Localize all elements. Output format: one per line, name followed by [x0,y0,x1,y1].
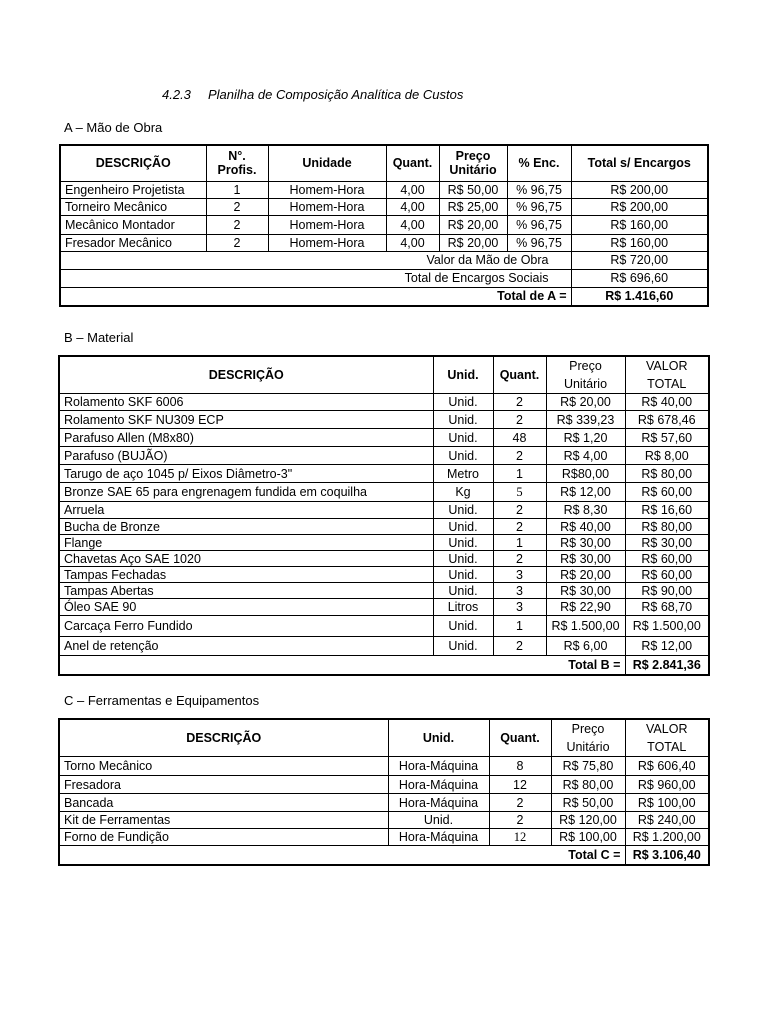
cell-unit-price: R$ 30,00 [546,535,625,551]
table-header-row [59,719,709,757]
col-header-unid: Unid. [388,719,489,757]
cell-unit-price: R$ 80,00 [551,776,625,794]
heading-title: Planilha de Composição Analítica de Custos [208,87,464,102]
cell-total: R$ 68,70 [625,599,709,616]
cell-unit: Unid. [433,447,493,465]
col-header-total: Total s/ Encargos [571,145,708,181]
cell-unit-price: R$ 4,00 [546,447,625,465]
cell-unit: Homem-Hora [268,215,386,234]
cell-profis: 2 [206,198,268,215]
cell-enc: % 96,75 [507,234,571,251]
equipment-table [58,718,710,866]
table-row [59,757,709,776]
table-row [59,829,709,846]
cell-quantity: 48 [493,429,546,447]
cell-total: R$ 30,00 [625,535,709,551]
section-b-title: B – Material [64,330,134,345]
cell-quantity: 2 [489,812,551,829]
cell-unit: Metro [433,465,493,483]
cell-quantity: 1 [493,616,546,637]
cell-quantity: 2 [493,394,546,411]
cell-enc: % 96,75 [507,181,571,198]
cell-quantity: 2 [493,502,546,519]
table-row [59,637,709,656]
table-row [60,181,708,198]
social-charges-label: Total de Encargos Sociais [60,269,571,287]
cell-unit-price: R$ 50,00 [439,181,507,198]
cell-description: Chavetas Aço SAE 1020 [59,551,433,567]
cell-quantity: 4,00 [386,234,439,251]
section-c-title: C – Ferramentas e Equipamentos [64,693,260,708]
col-header-quant: Quant. [386,145,439,181]
cell-description: Torno Mecânico [59,757,388,776]
summary-row [60,251,708,269]
cell-enc: % 96,75 [507,198,571,215]
cell-unit: Unid. [433,637,493,656]
cell-unit: Hora-Máquina [388,776,489,794]
cell-description: Óleo SAE 90 [59,599,433,616]
cell-quantity: 2 [493,519,546,535]
cell-quantity: 2 [493,411,546,429]
cell-unit-price: R$80,00 [546,465,625,483]
cell-total: R$ 57,60 [625,429,709,447]
col-header-quant: Quant. [489,719,551,757]
cell-unit: Unid. [433,429,493,447]
cell-description: Parafuso (BUJÃO) [59,447,433,465]
cell-unit: Kg [433,483,493,502]
cell-unit-price: R$ 100,00 [551,829,625,846]
col-header-profis: N°. Profis. [206,145,268,181]
cell-profis: 2 [206,215,268,234]
cell-unit: Hora-Máquina [388,794,489,812]
cell-description: Forno de Fundição [59,829,388,846]
cell-quantity: 12 [489,829,551,846]
cell-description: Tarugo de aço 1045 p/ Eixos Diâmetro-3" [59,465,433,483]
cell-description: Fresador Mecânico [60,234,206,251]
total-b-label: Total B = [59,656,625,675]
total-a-label: Total de A = [60,287,571,306]
cell-quantity: 2 [493,551,546,567]
cell-description: Torneiro Mecânico [60,198,206,215]
col-header-preco: Preço Unitário [551,719,625,757]
col-header-descricao: DESCRIÇÃO [59,719,388,757]
table-row [59,394,709,411]
col-header-enc: % Enc. [507,145,571,181]
cell-description: Flange [59,535,433,551]
col-header-quant: Quant. [493,356,546,394]
col-header-preco: Preço Unitário [546,356,625,394]
cell-unit-price: R$ 30,00 [546,583,625,599]
cell-total: R$ 80,00 [625,519,709,535]
cell-unit: Unid. [433,616,493,637]
document-heading [162,87,463,102]
labor-table [59,144,709,307]
cell-total: R$ 60,00 [625,551,709,567]
cell-total: R$ 1.200,00 [625,829,709,846]
cell-quantity: 3 [493,599,546,616]
cell-total: R$ 60,00 [625,567,709,583]
cell-unit-price: R$ 30,00 [546,551,625,567]
cell-unit-price: R$ 12,00 [546,483,625,502]
table-row [60,198,708,215]
cell-enc: % 96,75 [507,215,571,234]
cell-description: Bancada [59,794,388,812]
cell-total: R$ 160,00 [571,215,708,234]
cell-total: R$ 606,40 [625,757,709,776]
cell-unit-price: R$ 40,00 [546,519,625,535]
cell-description: Tampas Abertas [59,583,433,599]
cell-unit-price: R$ 50,00 [551,794,625,812]
cell-unit-price: R$ 1,20 [546,429,625,447]
cell-unit-price: R$ 8,30 [546,502,625,519]
cell-unit: Hora-Máquina [388,757,489,776]
cell-description: Fresadora [59,776,388,794]
total-a-value: R$ 1.416,60 [571,287,708,306]
col-header-valor-total: VALOR TOTAL [625,719,709,757]
cell-unit-price: R$ 25,00 [439,198,507,215]
cell-description: Bronze SAE 65 para engrenagem fundida em coquilha [59,483,433,502]
cell-unit: Homem-Hora [268,234,386,251]
cell-total: R$ 100,00 [625,794,709,812]
col-header-descricao: DESCRIÇÃO [59,356,433,394]
cell-unit-price: R$ 75,80 [551,757,625,776]
cell-unit: Unid. [433,411,493,429]
cell-quantity: 2 [489,794,551,812]
cell-description: Mecânico Montador [60,215,206,234]
material-table [58,355,710,676]
cell-description: Rolamento SKF 6006 [59,394,433,411]
cell-unit-price: R$ 120,00 [551,812,625,829]
cell-total: R$ 240,00 [625,812,709,829]
table-row [59,794,709,812]
table-row [59,411,709,429]
cell-description: Kit de Ferramentas [59,812,388,829]
cell-unit: Unid. [433,535,493,551]
cell-total: R$ 8,00 [625,447,709,465]
table-header-row [60,145,708,181]
cell-unit-price: R$ 20,00 [439,234,507,251]
total-row [59,846,709,865]
total-row [60,287,708,306]
cell-unit-price: R$ 6,00 [546,637,625,656]
cell-quantity: 12 [489,776,551,794]
cell-quantity: 4,00 [386,181,439,198]
cell-total: R$ 60,00 [625,483,709,502]
table-row [59,502,709,519]
cell-total: R$ 80,00 [625,465,709,483]
col-header-descricao: DESCRIÇÃO [60,145,206,181]
cell-quantity: 3 [493,583,546,599]
table-row [59,465,709,483]
cell-quantity: 4,00 [386,198,439,215]
cell-unit-price: R$ 20,00 [546,567,625,583]
cell-total: R$ 960,00 [625,776,709,794]
section-a-title: A – Mão de Obra [64,120,163,135]
cell-unit-price: R$ 339,23 [546,411,625,429]
table-row [59,447,709,465]
cell-profis: 2 [206,234,268,251]
table-row [59,483,709,502]
cell-quantity: 4,00 [386,215,439,234]
table-row [59,583,709,599]
table-row [59,812,709,829]
table-row [59,429,709,447]
cell-description: Tampas Fechadas [59,567,433,583]
cell-unit: Hora-Máquina [388,829,489,846]
cell-quantity: 5 [493,483,546,502]
cell-unit: Unid. [388,812,489,829]
cell-total: R$ 200,00 [571,181,708,198]
cell-quantity: 1 [493,535,546,551]
cell-unit-price: R$ 1.500,00 [546,616,625,637]
cell-unit: Unid. [433,502,493,519]
table-row [60,234,708,251]
cell-total: R$ 160,00 [571,234,708,251]
cell-description: Parafuso Allen (M8x80) [59,429,433,447]
cell-total: R$ 678,46 [625,411,709,429]
col-header-unid: Unid. [433,356,493,394]
cell-unit: Homem-Hora [268,181,386,198]
labor-value: R$ 720,00 [571,251,708,269]
cell-quantity: 8 [489,757,551,776]
cell-quantity: 1 [493,465,546,483]
table-row [59,567,709,583]
cell-description: Carcaça Ferro Fundido [59,616,433,637]
table-row [60,215,708,234]
table-header-row [59,356,709,394]
cell-unit: Unid. [433,519,493,535]
cell-unit: Homem-Hora [268,198,386,215]
cell-description: Arruela [59,502,433,519]
cell-unit-price: R$ 20,00 [439,215,507,234]
cell-description: Rolamento SKF NU309 ECP [59,411,433,429]
summary-row [60,269,708,287]
cell-quantity: 3 [493,567,546,583]
cell-unit: Unid. [433,567,493,583]
cell-unit: Litros [433,599,493,616]
table-row [59,776,709,794]
table-row [59,519,709,535]
cell-total: R$ 16,60 [625,502,709,519]
total-b-value: R$ 2.841,36 [625,656,709,675]
cell-unit-price: R$ 20,00 [546,394,625,411]
labor-value-label: Valor da Mão de Obra [60,251,571,269]
cell-total: R$ 1.500,00 [625,616,709,637]
cell-unit: Unid. [433,551,493,567]
table-row [59,599,709,616]
col-header-valor-total: VALOR TOTAL [625,356,709,394]
cell-total: R$ 12,00 [625,637,709,656]
cell-profis: 1 [206,181,268,198]
social-charges-value: R$ 696,60 [571,269,708,287]
cell-total: R$ 200,00 [571,198,708,215]
heading-number: 4.2.3 [162,87,191,102]
table-row [59,551,709,567]
cell-description: Engenheiro Projetista [60,181,206,198]
cell-quantity: 2 [493,447,546,465]
total-row [59,656,709,675]
col-header-preco: Preço Unitário [439,145,507,181]
total-c-label: Total C = [59,846,625,865]
table-row [59,535,709,551]
cell-total: R$ 40,00 [625,394,709,411]
cell-unit-price: R$ 22,90 [546,599,625,616]
table-row [59,616,709,637]
cell-quantity: 2 [493,637,546,656]
col-header-unidade: Unidade [268,145,386,181]
cell-description: Bucha de Bronze [59,519,433,535]
total-c-value: R$ 3.106,40 [625,846,709,865]
cell-unit: Unid. [433,583,493,599]
cell-total: R$ 90,00 [625,583,709,599]
cell-unit: Unid. [433,394,493,411]
cell-description: Anel de retenção [59,637,433,656]
